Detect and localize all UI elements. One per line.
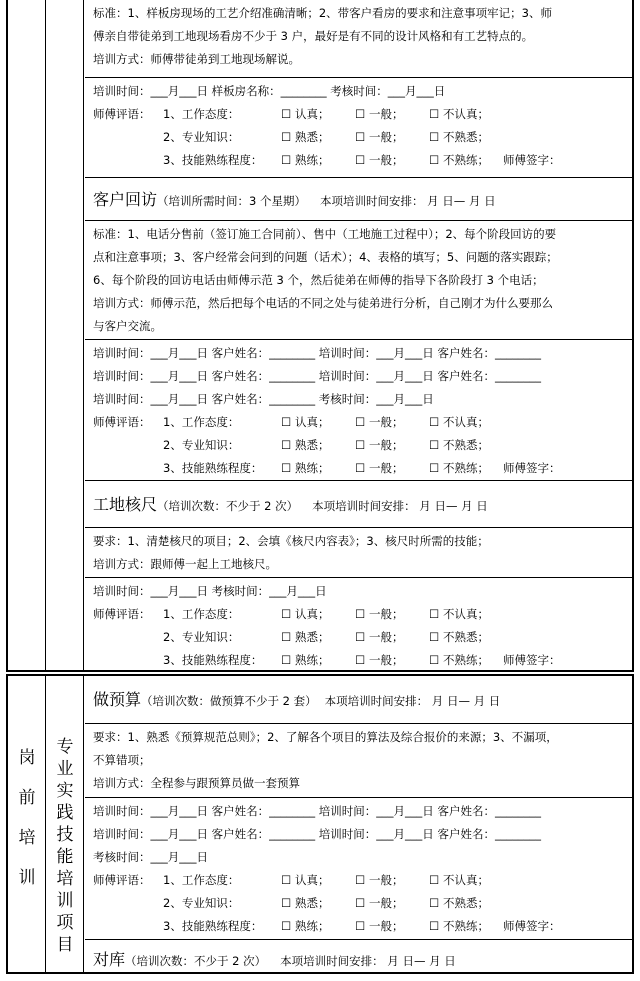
eval-label: 2、专业知识：: [163, 896, 240, 910]
training-table-block-1: [6, 0, 634, 672]
schedule-label: 本项培训时间安排： 月 日— 月 日: [324, 694, 501, 708]
eval-label: 1、工作态度：: [163, 607, 240, 621]
checkbox-option[interactable]: ☐ 熟练；: [281, 461, 330, 475]
eval-row-knowledge: [85, 126, 632, 149]
checkbox-option[interactable]: ☐ 熟练；: [281, 919, 330, 933]
category-label-pre-job-training: [14, 738, 40, 898]
customer-followup-record: [85, 340, 632, 481]
checkbox-option[interactable]: ☐ 一般；: [355, 630, 404, 644]
checkbox-option[interactable]: ☐ 认真；: [281, 873, 330, 887]
eval-row-attitude: [85, 869, 632, 892]
record-line[interactable]: 培训时间：___月___日 客户姓名：________ 培训时间：___月___日 客户姓名：________: [93, 827, 541, 841]
category-char: 能: [56, 847, 74, 867]
eval-label: 2、专业知识：: [163, 438, 240, 452]
standard-line: 标准：1、样板房现场的工艺介绍准确清晰；2、带客户看房的要求和注意事项牢记；3、师: [93, 6, 552, 20]
category-char: 实: [56, 781, 74, 801]
section-title: 做预算: [93, 690, 142, 709]
eval-row-skill: [85, 149, 632, 172]
eval-label: 3、技能熟练程度：: [163, 461, 263, 475]
checkbox-option[interactable]: ☐ 熟悉；: [281, 438, 330, 452]
eval-prefix: 师傅评语：: [93, 107, 151, 121]
eval-row-skill: [85, 457, 632, 480]
column-divider: [45, 676, 46, 972]
eval-prefix: 师傅评语：: [93, 415, 151, 429]
section-subtitle: （培训所需时间：3 个星期）: [157, 194, 306, 208]
eval-label: 1、工作态度：: [163, 415, 240, 429]
checkbox-option[interactable]: ☐ 不认真；: [429, 873, 489, 887]
eval-label: 1、工作态度：: [163, 107, 240, 121]
showroom-record-section: [85, 78, 632, 178]
checkbox-option[interactable]: ☐ 不认真；: [429, 607, 489, 621]
section-subtitle: （培训次数：不少于 2 次）: [157, 499, 299, 513]
training-table-block-2: [6, 674, 634, 974]
category-char: 技: [56, 825, 74, 845]
category-char: 培: [56, 869, 74, 889]
section-title: 客户回访: [93, 190, 158, 209]
eval-row-knowledge: [85, 434, 632, 457]
standard-line: 6、每个阶段的回访电话由师傅示范 3 个，然后徒弟在师傅的指导下各阶段打 3 个电话；: [93, 273, 544, 287]
standard-line: 傅亲自带徒弟到工地现场看房不少于 3 户，最好是有不同的设计风格和有工艺特点的。: [93, 29, 534, 43]
training-method: 培训方式：师傅示范，然后把每个电话的不同之处与徒弟进行分析，自己刚才为什么要那么: [93, 296, 553, 310]
checkbox-option[interactable]: ☐ 一般；: [355, 438, 404, 452]
record-line[interactable]: 培训时间：___月___日 样板房名称：________ 考核时间：___月___日: [93, 84, 446, 98]
training-method: 与客户交流。: [93, 319, 162, 333]
section-title: 对库: [93, 950, 126, 969]
checkbox-option[interactable]: ☐ 不熟悉；: [429, 896, 489, 910]
budget-record: [85, 798, 632, 940]
record-line[interactable]: 培训时间：___月___日 客户姓名：________ 培训时间：___月___日 客户姓名：________: [93, 346, 541, 360]
category-char: 前: [18, 788, 36, 808]
showroom-standard-section: [85, 0, 632, 78]
checkbox-option[interactable]: ☐ 熟悉；: [281, 896, 330, 910]
checkbox-option[interactable]: ☐ 一般；: [355, 461, 404, 475]
checkbox-option[interactable]: ☐ 一般；: [355, 919, 404, 933]
mentor-signature-label: 师傅签字：: [503, 461, 561, 475]
checkbox-option[interactable]: ☐ 不熟练；: [429, 653, 489, 667]
training-method: 培训方式：跟师傅一起上工地核尺。: [93, 557, 277, 571]
record-line[interactable]: 考核时间：___月___日: [93, 850, 208, 864]
checkbox-option[interactable]: ☐ 熟悉；: [281, 630, 330, 644]
checkbox-option[interactable]: ☐ 不熟悉；: [429, 438, 489, 452]
eval-label: 3、技能熟练程度：: [163, 653, 263, 667]
eval-prefix: 师傅评语：: [93, 873, 151, 887]
record-line[interactable]: 培训时间：___月___日 考核时间：___月___日: [93, 584, 327, 598]
checkbox-option[interactable]: ☐ 认真；: [281, 415, 330, 429]
site-measure-header: [85, 481, 632, 528]
eval-row-attitude: [85, 411, 632, 434]
checkbox-option[interactable]: ☐ 不熟练；: [429, 919, 489, 933]
mentor-signature-label: 师傅签字：: [503, 919, 561, 933]
mentor-signature-label: 师傅签字：: [503, 153, 561, 167]
record-line[interactable]: 培训时间：___月___日 客户姓名：________ 考核时间：___月___日: [93, 392, 434, 406]
budget-standard: [85, 724, 632, 798]
training-method: 培训方式：师傅带徒弟到工地现场解说。: [93, 52, 300, 66]
customer-followup-standard: [85, 221, 632, 340]
eval-row-attitude: [85, 103, 632, 126]
checkbox-option[interactable]: ☐ 认真；: [281, 607, 330, 621]
record-line[interactable]: 培训时间：___月___日 客户姓名：________ 培训时间：___月___日 客户姓名：________: [93, 369, 541, 383]
reconciliation-header: [85, 940, 632, 980]
site-measure-record: [85, 578, 632, 674]
standard-line: 不算错项；: [93, 753, 151, 767]
eval-label: 3、技能熟练程度：: [163, 919, 263, 933]
checkbox-option[interactable]: ☐ 一般；: [355, 130, 404, 144]
schedule-label: 本项培训时间安排： 月 日— 月 日: [280, 954, 456, 968]
eval-row-skill: [85, 649, 632, 672]
section-subtitle: （培训次数：做预算不少于 2 套）: [141, 694, 317, 708]
checkbox-option[interactable]: ☐ 熟练；: [281, 153, 330, 167]
block-1-content: [85, 0, 632, 670]
checkbox-option[interactable]: ☐ 一般；: [355, 873, 404, 887]
budget-header: [85, 676, 632, 724]
checkbox-option[interactable]: ☐ 不认真；: [429, 415, 489, 429]
customer-followup-header: [85, 178, 632, 221]
checkbox-option[interactable]: ☐ 不熟练；: [429, 153, 489, 167]
schedule-label: 本项培训时间安排： 月 日— 月 日: [320, 194, 496, 208]
category-char: 训: [56, 891, 74, 911]
category-char: 专: [56, 737, 74, 757]
eval-label: 2、专业知识：: [163, 130, 240, 144]
section-subtitle: （培训次数：不少于 2 次）: [125, 954, 267, 968]
checkbox-option[interactable]: ☐ 认真；: [281, 107, 330, 121]
eval-label: 1、工作态度：: [163, 873, 240, 887]
eval-label: 2、专业知识：: [163, 630, 240, 644]
eval-row-knowledge: [85, 626, 632, 649]
eval-row-knowledge: [85, 892, 632, 915]
standard-line: 要求：1、清楚核尺的项目；2、会填《核尺内容表》；3、核尺时所需的技能；: [93, 534, 489, 548]
checkbox-option[interactable]: ☐ 一般；: [355, 415, 404, 429]
checkbox-option[interactable]: ☐ 不熟悉；: [429, 630, 489, 644]
category-char: 目: [56, 935, 74, 955]
block-2-content: [85, 676, 632, 972]
category-char: 训: [18, 868, 36, 888]
checkbox-option[interactable]: ☐ 一般；: [355, 107, 404, 121]
checkbox-option[interactable]: ☐ 一般；: [355, 153, 404, 167]
checkbox-option[interactable]: ☐ 不熟练；: [429, 461, 489, 475]
checkbox-option[interactable]: ☐ 一般；: [355, 607, 404, 621]
column-divider: [83, 0, 84, 670]
mentor-signature-label: 师傅签字：: [503, 653, 561, 667]
standard-line: 标准：1、电话分售前（签订施工合同前）、售中（工地施工过程中）；2、每个阶段回访的要: [93, 227, 557, 241]
checkbox-option[interactable]: ☐ 不熟悉；: [429, 130, 489, 144]
training-method: 培训方式：全程参与跟预算员做一套预算: [93, 776, 300, 790]
column-divider: [83, 676, 84, 972]
checkbox-option[interactable]: ☐ 熟悉；: [281, 130, 330, 144]
schedule-label: 本项培训时间安排： 月 日— 月 日: [312, 499, 488, 513]
category-char: 践: [56, 803, 74, 823]
record-line[interactable]: 培训时间：___月___日 客户姓名：________ 培训时间：___月___日 客户姓名：________: [93, 804, 541, 818]
checkbox-option[interactable]: ☐ 不认真；: [429, 107, 489, 121]
category-label-practical-skills: [52, 736, 78, 956]
eval-row-attitude: [85, 603, 632, 626]
checkbox-option[interactable]: ☐ 一般；: [355, 896, 404, 910]
category-char: 业: [56, 759, 74, 779]
category-char: 培: [18, 828, 36, 848]
checkbox-option[interactable]: ☐ 熟练；: [281, 653, 330, 667]
category-char: 项: [56, 913, 74, 933]
standard-line: 要求：1、熟悉《预算规范总则》；2、了解各个项目的算法及综合报价的来源；3、不漏项，: [93, 730, 558, 744]
category-char: 岗: [18, 748, 36, 768]
eval-row-skill: [85, 915, 632, 938]
eval-label: 3、技能熟练程度：: [163, 153, 263, 167]
site-measure-standard: [85, 528, 632, 578]
checkbox-option[interactable]: ☐ 一般；: [355, 653, 404, 667]
column-divider: [45, 0, 46, 670]
section-title: 工地核尺: [93, 495, 158, 514]
standard-line: 点和注意事项；3、客户经常会问到的问题（话术）；4、表格的填写；5、问题的落实跟踪；: [93, 250, 558, 264]
eval-prefix: 师傅评语：: [93, 607, 151, 621]
